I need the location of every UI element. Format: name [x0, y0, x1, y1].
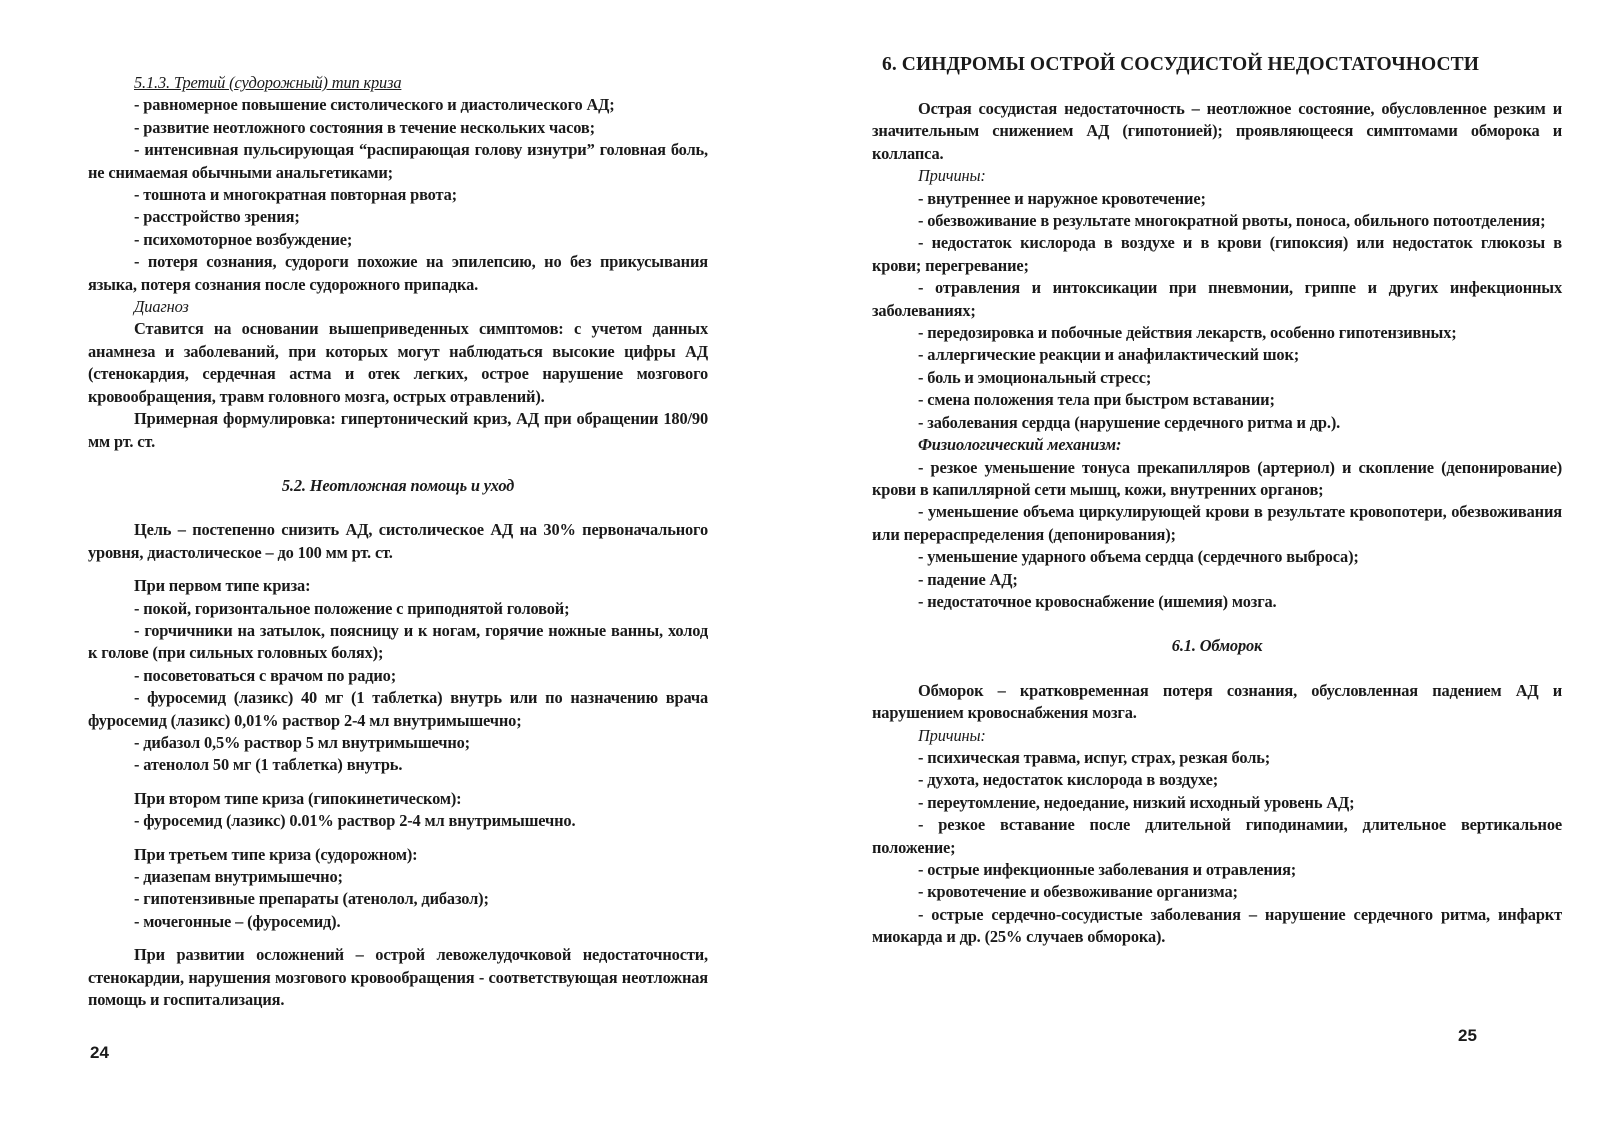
- list-item: - острые инфекционные заболевания и отравления;: [918, 860, 1297, 879]
- list-item: - боль и эмоциональный стресс;: [918, 367, 1152, 387]
- list-item: - потеря сознания, судороги похожие на эпилепсию, но без прикусывания языка, потеря сознания после судорожного припадка.: [88, 252, 708, 294]
- list-item: - атенолол 50 мг (1 таблетка) внутрь.: [134, 755, 403, 775]
- list-item: - интенсивная пульсирующая “распирающая голову изнутри” головная боль, не снимаемая обычными анальгетиками;: [88, 140, 708, 182]
- left-page-text: [88, 72, 708, 1011]
- type2-heading: При втором типе криза (гипокинетическом):: [134, 788, 462, 808]
- causes-label: Причины:: [918, 166, 986, 186]
- list-item: - тошнота и многократная повторная рвота;: [134, 185, 457, 205]
- list-item: - резкое уменьшение тонуса прекапилляров (артериол) и скопление (депонирование) крови в капиллярной сети мышц, кожи, внутренних органов;: [872, 457, 1562, 499]
- list-item: - резкое вставание после длительной гиподинамии, длительное вертикальное положение;: [872, 815, 1562, 857]
- list-item: - диазепам внутримышечно;: [134, 867, 343, 886]
- right-page: [800, 0, 1600, 1131]
- page-number-left: 24: [90, 1043, 109, 1062]
- type1-list: [88, 598, 708, 777]
- list-item: - духота, недостаток кислорода в воздухе;: [918, 770, 1219, 790]
- list-item: - фуросемид (лазикс) 40 мг (1 таблетка) внутрь или по назначению врача фуросемид (лазикс) 0,01% раствор 2-4 мл внутримышечно;: [88, 688, 708, 730]
- subsection-title: 5.1.3. Третий (судорожный) тип криза: [134, 73, 402, 92]
- list-item: - мочегонные – (фуросемид).: [134, 911, 341, 931]
- list-item: - острые сердечно-сосудистые заболевания – нарушение сердечного ритма, инфаркт миокарда и др. (25% случаев обморока).: [872, 904, 1562, 947]
- causes-list: [872, 188, 1562, 434]
- type2-list: [88, 810, 708, 832]
- list-item: - недостаток кислорода в воздухе и в крови (гипоксия) или недостаток глюкозы в крови; перегревание;: [872, 233, 1562, 275]
- list-item: - дибазол 0,5% раствор 5 мл внутримышечно;: [134, 732, 470, 752]
- type3-heading: При третьем типе криза (судорожном):: [134, 844, 418, 864]
- list-item: - покой, горизонтальное положение с приподнятой головой;: [134, 598, 570, 618]
- list-item: - посоветоваться с врачом по радио;: [134, 665, 397, 685]
- type3-list: [88, 866, 708, 933]
- syncope-causes-list: [872, 747, 1562, 949]
- list-item: - падение АД;: [918, 569, 1018, 589]
- chapter-title: 6. СИНДРОМЫ ОСТРОЙ СОСУДИСТОЙ НЕДОСТАТОЧНОСТИ: [882, 54, 1480, 75]
- list-item: - равномерное повышение систолического и диастолического АД;: [134, 95, 615, 115]
- list-item: - фуросемид (лазикс) 0.01% раствор 2-4 мл внутримышечно.: [134, 811, 576, 831]
- list-item: - развитие неотложного состояния в течение нескольких часов;: [134, 117, 595, 137]
- list-item: - заболевания сердца (нарушение сердечного ритма и др.).: [918, 412, 1341, 432]
- list-item: - отравления и интоксикации при пневмонии, гриппе и других инфекционных заболеваниях;: [872, 278, 1562, 320]
- diagnosis-label: Диагноз: [134, 297, 189, 317]
- intro-text: Острая сосудистая недостаточность – неотложное состояние, обусловленное резким и значительным снижением АД (гипотонией); проявляющееся симптомами обморока и коллапса.: [872, 99, 1562, 163]
- list-item: - аллергические реакции и анафилактический шок;: [918, 345, 1300, 365]
- formulation-text: Примерная формулировка: гипертонический криз, АД при обращении 180/90 мм рт. ст.: [88, 409, 708, 451]
- list-item: - уменьшение объема циркулирующей крови в результате кровопотери, обезвоживания или перераспределения (депонирования);: [872, 502, 1562, 544]
- list-item: - гипотензивные препараты (атенолол, дибазол);: [134, 889, 489, 909]
- page-number-right: 25: [1458, 1026, 1477, 1045]
- complications-text: При развитии осложнений – острой левожелудочковой недостаточности, стенокардии, нарушения мозгового кровообращения - соответствующая неотложная помощь и госпитализация.: [88, 945, 708, 1010]
- list-item: - смена положения тела при быстром вставании;: [918, 390, 1275, 410]
- list-item: - внутреннее и наружное кровотечение;: [918, 188, 1206, 208]
- list-item: - психическая травма, испуг, страх, резкая боль;: [918, 747, 1271, 767]
- syncope-text: Обморок – кратковременная потеря сознания, обусловленная падением АД и нарушением кровоснабжения мозга.: [872, 680, 1562, 723]
- list-item: - уменьшение ударного объема сердца (сердечного выброса);: [918, 547, 1359, 567]
- list-item: - недостаточное кровоснабжение (ишемия) мозга.: [918, 591, 1277, 611]
- list-item: - передозировка и побочные действия лекарств, особенно гипотензивных;: [918, 323, 1457, 343]
- section-title: 6.1. Обморок: [1171, 636, 1263, 656]
- crisis3-list: [88, 94, 708, 296]
- list-item: - обезвоживание в результате многократной рвоты, поноса, обильного потоотделения;: [918, 211, 1546, 231]
- right-page-text: [872, 98, 1562, 949]
- diagnosis-text: Ставится на основании вышеприведенных симптомов: с учетом данных анамнеза и заболеваний, при которых могут наблюдаться высокие цифры АД (стенокардия, сердечная астма и отек легких, острое нарушение мозгового кровообращения, травм головного мозга, острых отравлений).: [88, 319, 708, 406]
- list-item: - расстройство зрения;: [134, 207, 300, 227]
- list-item: - психомоторное возбуждение;: [134, 229, 353, 249]
- section-title: 5.2. Неотложная помощь и уход: [281, 475, 515, 495]
- mechanism-label: Физиологический механизм:: [918, 435, 1122, 455]
- mechanism-list: [872, 457, 1562, 614]
- list-item: - переутомление, недоедание, низкий исходный уровень АД;: [918, 792, 1355, 812]
- type1-heading: При первом типе криза:: [134, 576, 311, 596]
- syncope-causes-label: Причины:: [918, 725, 986, 745]
- list-item: - горчичники на затылок, поясницу и к ногам, горячие ножные ванны, холод к голове (при сильных головных болях);: [88, 620, 708, 663]
- goal-text: Цель – постепенно снизить АД, систолическое АД на 30% первоначального уровня, диастолическое – до 100 мм рт. ст.: [88, 520, 708, 562]
- list-item: - кровотечение и обезвоживание организма;: [918, 882, 1238, 902]
